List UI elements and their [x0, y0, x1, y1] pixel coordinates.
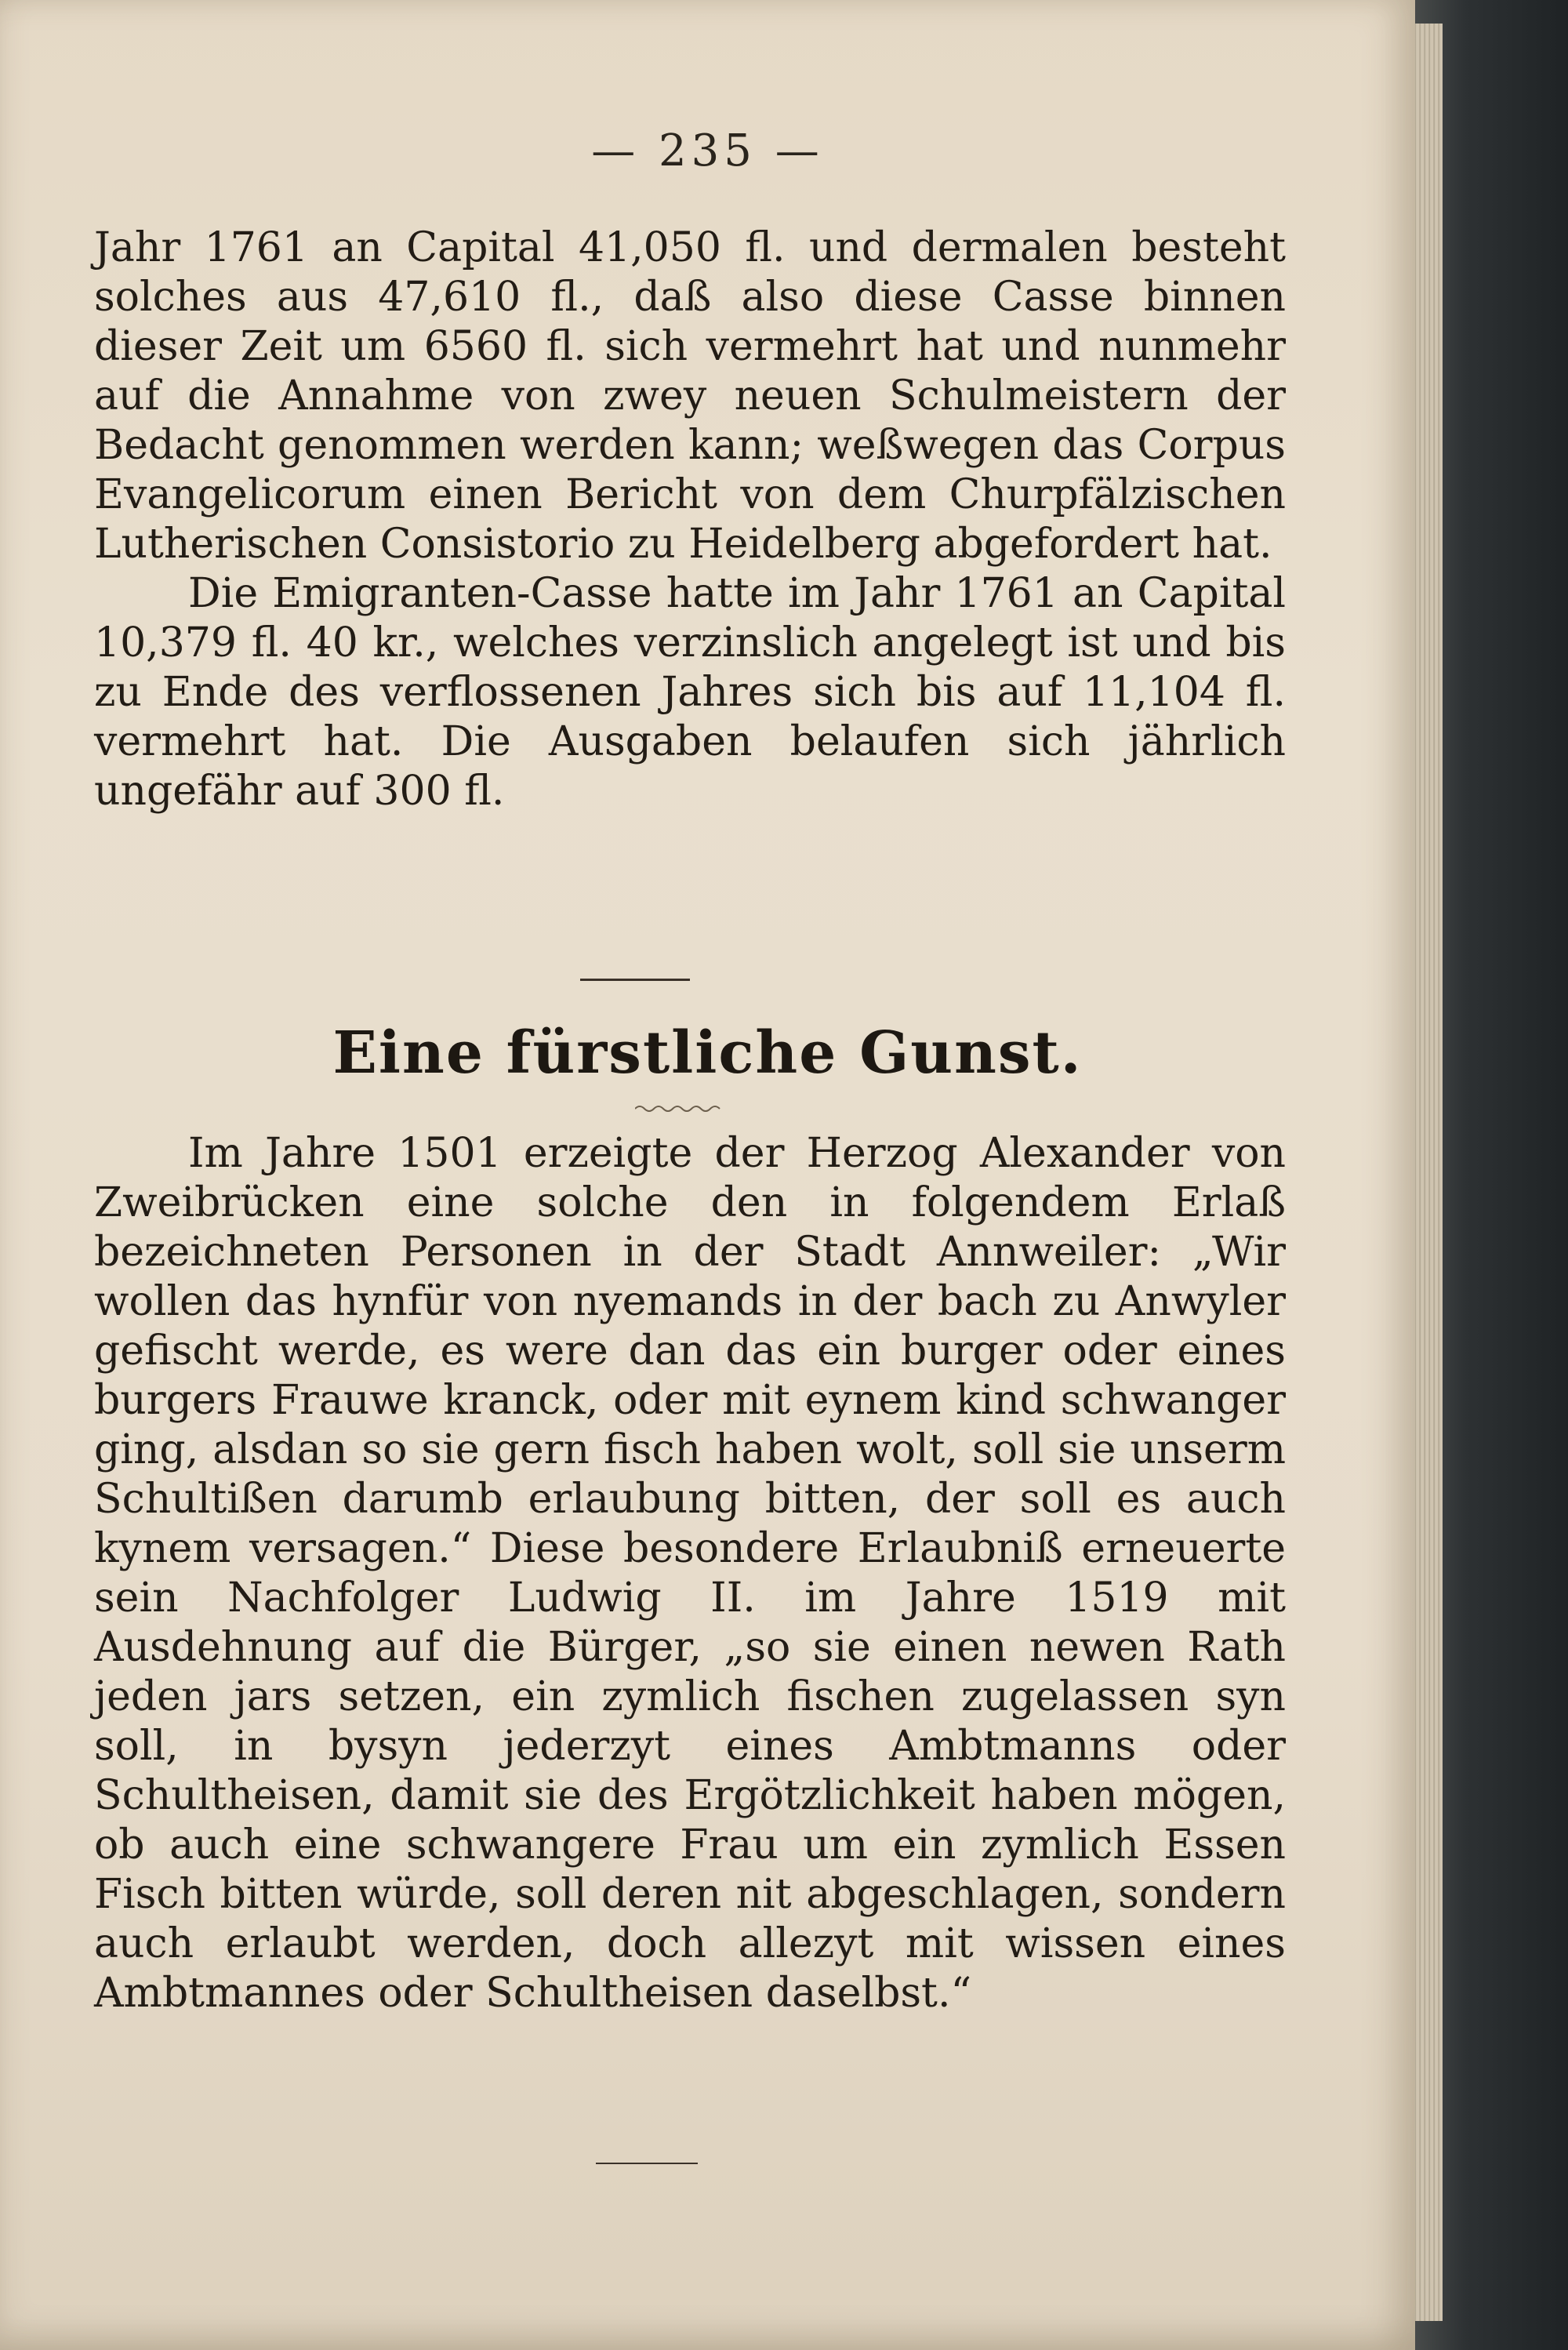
- text-column-lower: [94, 1129, 1286, 2018]
- section-divider: [580, 979, 690, 981]
- paragraph-fuerstliche-gunst: Im Jahre 1501 erzeigte der Herzog Alexander von Zweibrücken eine solche den in folgendem Erlaß bezeichneten Personen in der Stadt Annweiler: „Wir wollen das hynfür von nyemands in der bach zu Anwyler gefischt werde, es were dan das ein burger oder eines burgers Frauwe kranck, oder mit eynem kind schwanger ging, alsdan so sie gern fisch haben wolt, soll sie unserm Schultißen darumb erlaubung bitten, der soll es auch kynem versagen.“ Diese besondere Erlaubniß erneuerte sein Nachfolger Ludwig II. im Jahre 1519 mit Ausdehnung auf die Bürger, „so sie einen newen Rath jeden jars setzen, ein zymlich fischen zugelassen syn soll, in bysyn jederzyt eines Ambtmanns oder Schultheisen, damit sie des Ergötzlichkeit haben mögen, ob auch eine schwangere Frau um ein zymlich Essen Fisch bitten würde, soll deren nit abgeschlagen, sondern auch erlaubt werden, doch allezyt mit wissen eines Ambtmannes oder Schultheisen daselbst.“: [94, 1130, 1286, 2017]
- section-heading: Eine fürstliche Gunst.: [332, 1019, 1083, 1087]
- paragraph-casse-capital: Jahr 1761 an Capital 41,050 fl. und dermalen besteht solches aus 47,610 fl., daß also diese Casse binnen dieser Zeit um 6560 fl. sich vermehrt hat und nunmehr auf die Annahme von zwey neuen Schulmeistern der Bedacht genommen werden kann; weßwegen das Corpus Evangelicorum einen Bericht von dem Churpfälzischen Lutherischen Consistorio zu Heidelberg abgefordert hat.: [94, 224, 1286, 568]
- end-divider: [596, 2163, 698, 2164]
- text-column: [94, 223, 1286, 816]
- paragraph-emigranten-casse: Die Emigranten-Casse hatte im Jahr 1761 an Capital 10,379 fl. 40 kr., welches verzinslich angelegt ist und bis zu Ende des verflossenen Jahres sich bis auf 11,104 fl. vermehrt hat. Die Ausgaben belaufen sich jährlich ungefähr auf 300 fl.: [94, 570, 1286, 815]
- ornament-squiggle: [635, 1104, 721, 1113]
- page-number: — 235 —: [591, 125, 824, 176]
